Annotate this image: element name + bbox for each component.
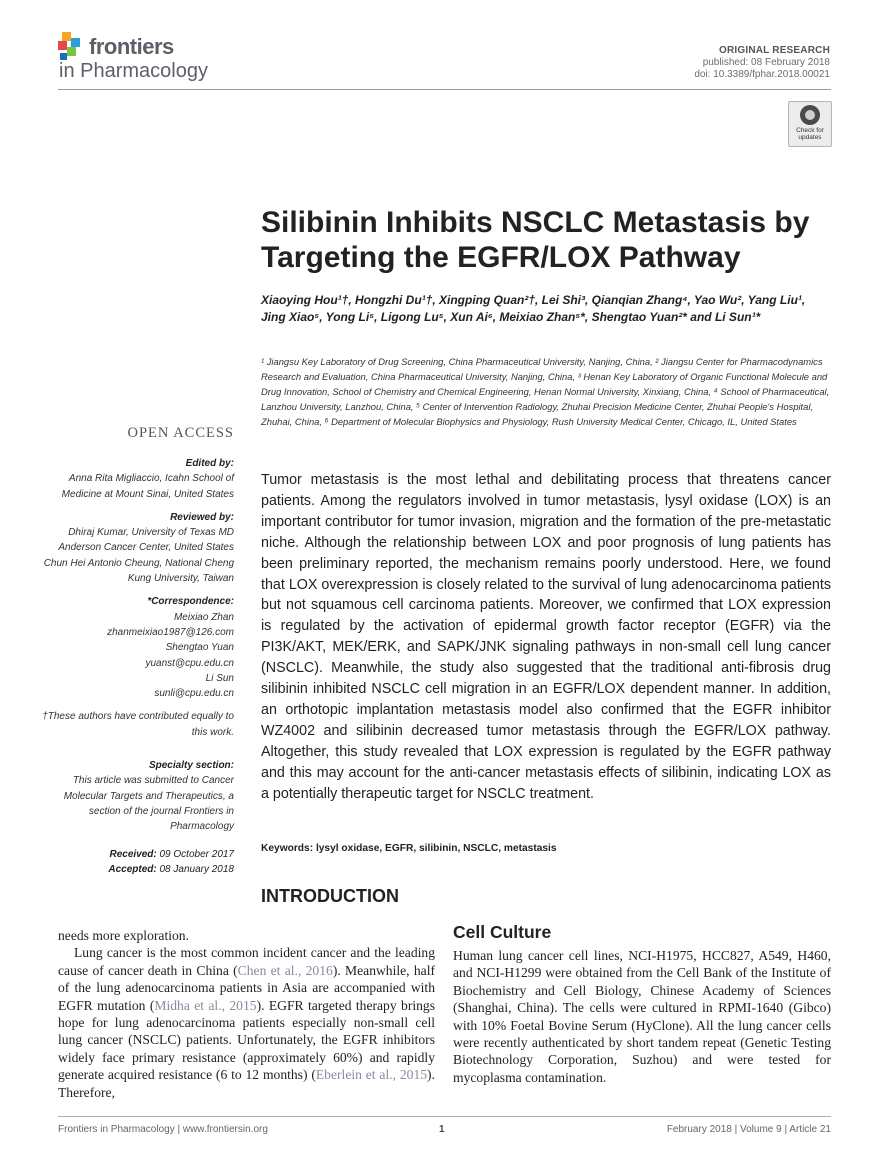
doi[interactable]: doi: 10.3389/fphar.2018.00021: [694, 69, 830, 80]
corr-name-3: Li Sun: [205, 672, 234, 684]
logo-journal-text: in Pharmacology: [59, 60, 208, 82]
received-date: 09 October 2017: [159, 848, 234, 860]
footer-journal[interactable]: Frontiers in Pharmacology | www.frontiersin.org: [58, 1124, 268, 1135]
article-info-sidebar: [40, 456, 234, 877]
logo-brand-text: frontiers: [89, 34, 174, 59]
keywords-list: lysyl oxidase, EGFR, silibinin, NSCLC, metastasis: [315, 843, 557, 854]
footer-issue: February 2018 | Volume 9 | Article 21: [666, 1124, 831, 1135]
article-title: Silibinin Inhibits NSCLC Metastasis by Targeting the EGFR/LOX Pathway: [261, 206, 810, 274]
correspondence-label: *Correspondence:: [147, 596, 234, 608]
corr-email-3[interactable]: sunli@cpu.edu.cn: [154, 688, 234, 700]
received-label: Received:: [109, 848, 157, 860]
reviewer-1: Dhiraj Kumar, University of Texas MD Anderson Cancer Center, United States: [58, 527, 234, 554]
header-divider: [58, 89, 831, 90]
keywords-label: Keywords:: [261, 843, 314, 854]
abstract: Tumor metastasis is the most lethal and debilitating process that threatens cancer patients. Among the regulators involved in tumor metastasis, lysyl oxidase (LOX) is an important contributor for tumor invasion, migration and the formation of the pre-metastatic niche. Although the relationship between LOX and poor prognosis of lung patients has been preliminary reported, the mechanism remains poorly understood. Here, we found that LOX overexpression is closely related to the survival of lung adenocarcinoma patients but not squamous cell carcinoma patients. Moreover, we confirmed that LOX expression is regulated by the activation of epidermal growth factor receptor (EGFR) via the PI3K/AKT, MEK/ERK, and SAPK/JNK signaling pathways in non-small cell lung cancer (NSCLC). Meanwhile, the study also suggested that the traditional anti-fibrosis drug silibinin inhibited NSCLC cell migration in an EGFR/LOX dependent manner. In addition, an orthotopic implantation metastasis model also confirmed that the EGFR inhibitor WZ4002 and silibinin decreased tumor metastasis through the EGFR/LOX pathway. Altogether, this study revealed that LOX expression is regulated by the EGFR pathway and this may account for the anti-cancer metastasis effects of silibinin, indicating LOX as a potentially therapeutic target for NSCLC treatment.: [261, 472, 831, 802]
article-meta: [694, 45, 830, 81]
corr-name-1: Meixiao Zhan: [173, 611, 234, 623]
continued-line: needs more exploration.: [58, 928, 189, 943]
check-updates-icon: [800, 105, 820, 125]
para-text-a: Lung cancer is the most common incident cancer and the leading cause of cancer death in China (: [58, 945, 435, 978]
check-updates-label: Check for updates: [796, 127, 824, 141]
para-text-d: ). Therefore,: [58, 1067, 435, 1100]
keywords: [261, 843, 831, 854]
accepted-label: Accepted:: [108, 863, 157, 875]
open-access-label: OPEN ACCESS: [127, 425, 234, 441]
page-number: 1: [439, 1124, 445, 1135]
article-type: ORIGINAL RESEARCH: [718, 45, 830, 56]
reviewer-2: Chun Hei Antonio Cheung, National Cheng Kung University, Taiwan: [43, 557, 234, 585]
edited-by-label: Edited by:: [185, 458, 234, 469]
affiliations: ¹ Jiangsu Key Laboratory of Drug Screening, China Pharmaceutical University, Nanjing, China, ² Jiangsu Center for Pharmacodynamics Research and Evaluation, China Pharmaceutical University, Nanjing, China, ³ Henan Key Laboratory of Organic Functional Molecule and Drug Innovation, School of Chemistry and Chemical Engineering, Henan Normal University, Xinxiang, China, ⁴ School of Pharmaceutical, Lanzhou University, Lanzhou, China, ⁵ Center of Intervention Radiology, Zhuhai Precision Medicine Center, Zhuhai People's Hospital, Zhuhai, China, ⁶ Department of Molecular Biophysics and Physiology, Rush University Medical Center, Chicago, IL, United States: [261, 356, 830, 428]
published-date: published: 08 February 2018: [702, 57, 830, 68]
accepted-date: 08 January 2018: [159, 863, 234, 875]
introduction-heading: INTRODUCTION: [261, 886, 399, 906]
frontiers-logo-icon: [58, 32, 86, 62]
cell-culture-heading: Cell Culture: [453, 922, 552, 942]
citation-eberlein[interactable]: Eberlein et al., 2015: [315, 1067, 428, 1083]
para-text-b: ). Meanwhile, half of the lung adenocarcinoma patients in Asia are accompanied with EGFR mutation (: [58, 962, 435, 1013]
specialty-section: This article was submitted to Cancer Molecular Targets and Therapeutics, a section of the journal Frontiers in Pharmacology: [63, 775, 234, 833]
author-list: Xiaoying Hou¹†, Hongzhi Du¹†, Xingping Quan²†, Lei Shi³, Qianqian Zhang⁴, Yao Wu², Yang Liu¹, Jing Xiao⁵, Yong Li⁵, Ligong Lu⁵, Xun Ai⁶, Meixiao Zhan⁵*, Shengtao Yuan²* and Li Sun¹*: [261, 293, 806, 324]
journal-logo[interactable]: [58, 30, 258, 86]
body-column-left: [58, 927, 435, 1101]
corr-email-1[interactable]: zhanmeixiao1987@126.com: [107, 626, 234, 638]
received-line: [40, 847, 234, 862]
reviewed-by-label: Reviewed by:: [170, 511, 234, 523]
citation-midha[interactable]: Midha et al., 2015: [154, 997, 257, 1013]
accepted-line: [40, 862, 234, 877]
footer-divider: [58, 1116, 831, 1117]
para-text-c: ). EGFR targeted therapy brings hope for lung adenocarcinoma patients especially non-small cell lung cancer (NSCLC) patients. Unfortunately, the EGFR inhibitors widely face primary resistance (approximately 60%) and rapidly generate acquired resistance (6 to 12 months) (: [58, 997, 436, 1083]
corr-name-2: Shengtao Yuan: [165, 642, 234, 654]
intro-paragraph: [58, 944, 435, 1101]
editor: Anna Rita Migliaccio, Icahn School of Medicine at Mount Sinai, United States: [61, 473, 234, 500]
check-for-updates-badge[interactable]: [788, 101, 832, 147]
cell-culture-text: Human lung cancer cell lines, NCI-H1975, HCC827, A549, H460, and NCI-H1299 were obtained from the Cell Bank of the Institute of Biochemistry and Cell Biology, Chinese Academy of Sciences (Shanghai, China). The cells were cultured in RPMI-1640 (Gibco) with 10% Foetal Bovine Serum (HyClone). All the lung cancer cells were recently authenticated by short tandem repeat (Genetic Testing Biotechnology Corporation, Suzhou) and were tested for mycoplasma contamination.: [453, 948, 831, 1085]
specialty-label: Specialty section:: [148, 760, 234, 772]
corr-email-2[interactable]: yuanst@cpu.edu.cn: [145, 657, 234, 669]
citation-chen[interactable]: Chen et al., 2016: [237, 962, 333, 978]
equal-contribution-note: †These authors have contributed equally to this work.: [42, 711, 234, 738]
